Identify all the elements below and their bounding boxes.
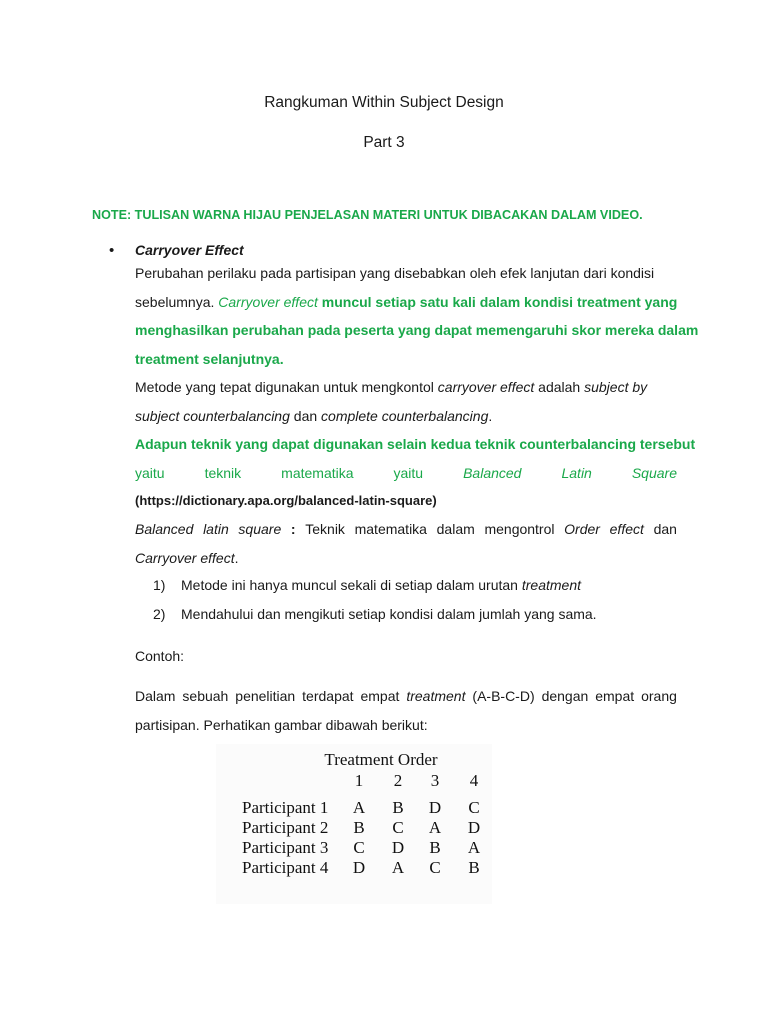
word: Order: [564, 521, 600, 537]
word: :: [290, 521, 296, 537]
row-label: Participant 2: [242, 818, 329, 837]
table-cell: C: [468, 798, 480, 817]
part-label: Part 3: [363, 134, 405, 151]
word: empat: [595, 688, 635, 704]
paragraph-line-green: treatment selanjutnya.: [135, 350, 284, 367]
text-run-italic: subject by: [584, 379, 648, 395]
word: Balanced: [135, 521, 194, 537]
paragraph-line: Perubahan perilaku pada partisipan yang disebabkan oleh efek lanjutan dari kondisi: [135, 265, 655, 281]
column-header: 2: [393, 771, 403, 790]
paragraph-line-justified: [135, 515, 677, 544]
paragraph-technique: [135, 430, 696, 516]
list-item: [181, 606, 597, 622]
text-run: .: [488, 407, 493, 424]
word: latin: [203, 521, 229, 537]
table-cell: B: [468, 858, 480, 877]
word: matematika: [281, 464, 354, 481]
paragraph-line: [135, 544, 677, 573]
word: Teknik: [305, 521, 345, 537]
word: Latin: [561, 464, 592, 481]
paragraph-line: partisipan. Perhatikan gambar dibawah berikut:: [135, 716, 428, 733]
list-number: 1): [153, 577, 166, 593]
word: empat: [360, 688, 400, 704]
word: penelitian: [235, 688, 296, 704]
list-item-text: Metode ini hanya muncul sekali di setiap dalam urutan: [181, 577, 522, 593]
word: (A-B-C-D): [472, 688, 535, 704]
table-cell: D: [352, 858, 366, 877]
paragraph-definition: [135, 259, 699, 373]
row-label: Participant 4: [242, 858, 329, 877]
word: teknik: [204, 464, 242, 481]
table-cell: C: [429, 858, 441, 877]
column-header: 1: [354, 771, 364, 790]
list-item-text: Mendahului dan mengikuti setiap kondisi dalam jumlah yang sama.: [181, 606, 597, 622]
text-run-italic: complete counterbalancing: [321, 407, 489, 424]
table-cell: D: [391, 838, 405, 857]
column-header: 3: [430, 771, 440, 790]
word: square: [238, 521, 282, 537]
text-run-italic: Carryover effect: [135, 549, 235, 566]
paragraph-method: [135, 373, 677, 430]
document-title: Rangkuman Within Subject Design: [264, 94, 504, 111]
reference-link[interactable]: (https://dictionary.apa.org/balanced-latin-square): [135, 493, 437, 508]
word: terdapat: [302, 688, 354, 704]
text-run: .: [234, 549, 239, 566]
list-number: 2): [153, 606, 166, 622]
word: Balanced: [463, 464, 522, 481]
note-text: NOTE: TULISAN WARNA HIJAU PENJELASAN MATERI UNTUK DIBACAKAN DALAM VIDEO.: [92, 208, 643, 222]
text-run: adalah: [534, 379, 585, 395]
paragraph-line-justified: [135, 682, 677, 711]
word: orang: [641, 688, 677, 704]
paragraph-line: [135, 288, 677, 317]
table-cell: C: [353, 838, 365, 857]
table-cell: A: [428, 818, 442, 837]
paragraph-line-justified: [135, 459, 677, 488]
text-run: dan: [289, 407, 322, 424]
word: mengontrol: [484, 521, 555, 537]
row-label: Participant 1: [242, 798, 329, 817]
word: yaitu: [393, 464, 424, 481]
bullet-icon: •: [109, 242, 115, 259]
table-cell: D: [428, 798, 442, 817]
column-header: 4: [469, 771, 479, 790]
table-cell: D: [467, 818, 481, 837]
table-title: Treatment Order: [324, 750, 438, 769]
table-cell: B: [429, 838, 441, 857]
table-cell: C: [392, 818, 404, 837]
text-run-green: muncul setiap satu kali dalam kondisi treatment yang: [317, 293, 678, 310]
row-label: Participant 3: [242, 838, 329, 857]
text-run: sebelumnya.: [135, 293, 219, 310]
text-run: Metode yang tepat digunakan untuk mengkontol: [135, 379, 438, 395]
list-item: [181, 577, 581, 593]
list-item-italic: treatment: [521, 577, 582, 593]
word: Square: [631, 464, 677, 481]
treatment-order-table: [216, 744, 492, 904]
word: sebuah: [182, 688, 229, 704]
table-cell: A: [467, 838, 481, 857]
word: dalam: [436, 521, 475, 537]
word: matematika: [354, 521, 427, 537]
word: treatment: [406, 688, 466, 704]
table-cell: A: [391, 858, 405, 877]
paragraph-line: [135, 373, 677, 402]
table-cell: A: [352, 798, 366, 817]
text-run-italic: carryover effect: [437, 379, 535, 395]
word: Dalam: [135, 688, 176, 704]
word: dengan: [541, 688, 589, 704]
word: yaitu: [135, 464, 165, 481]
paragraph-example: [135, 682, 677, 739]
paragraph-line-green: Adapun teknik yang dapat digunakan selain kedua teknik counterbalancing tersebut: [135, 436, 696, 452]
word: effect: [609, 521, 644, 537]
paragraph-line: [135, 402, 677, 431]
paragraph-balanced-latin: [135, 515, 677, 572]
example-label: Contoh:: [135, 648, 185, 664]
word: dan: [653, 521, 677, 537]
text-run-green-italic: Carryover effect: [218, 293, 318, 310]
section-heading: Carryover Effect: [135, 242, 244, 258]
text-run-italic: subject counterbalancing: [135, 407, 290, 424]
paragraph-line-green: menghasilkan perubahan pada peserta yang dapat memengaruhi skor mereka dalam: [135, 322, 699, 338]
table-cell: B: [353, 818, 365, 837]
table-cell: B: [392, 798, 404, 817]
